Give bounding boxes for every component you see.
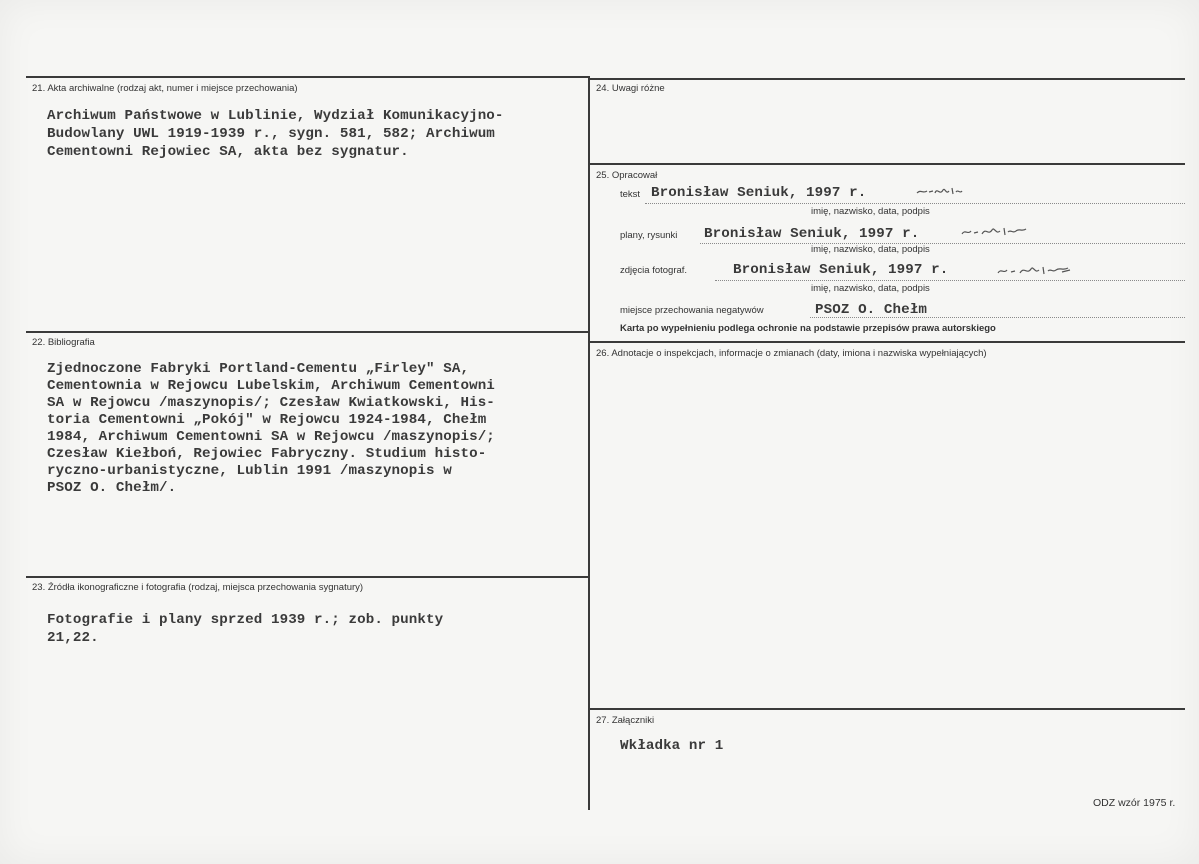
rule-26-27 (589, 708, 1185, 710)
author-plans-value: Bronisław Seniuk, 1997 r. (704, 226, 920, 242)
copyright-note: Karta po wypełnieniu podlega ochronie na podstawie przepisów prawa autorskiego (620, 323, 996, 334)
rule-22-23 (26, 576, 588, 578)
section-23-label: 23. Źródła ikonograficzne i fotografia (rodzaj, miejsca przechowania sygnatury) (32, 582, 364, 593)
section-21-line: Archiwum Państwowe w Lublinie, Wydział Komunikacyjno- (47, 108, 504, 124)
author-text-label: tekst (620, 189, 641, 200)
section-26-label: 26. Adnotacje o inspekcjach, informacje o zmianach (daty, imiona i nazwiska wypełniających) (596, 348, 987, 359)
section-24-label: 24. Uwagi różne (596, 83, 665, 94)
negatives-value: PSOZ O. Chełm (815, 302, 927, 318)
author-text-value: Bronisław Seniuk, 1997 r. (651, 185, 867, 201)
author-photos-label: zdjęcia fotograf. (620, 265, 688, 276)
section-22-line: Zjednoczone Fabryki Portland-Cementu „Firley" SA, (47, 361, 470, 377)
rule-24-25 (589, 163, 1185, 165)
rule-25-26 (589, 341, 1185, 343)
negatives-label: miejsce przechowania negatywów (620, 305, 764, 316)
center-rule (588, 76, 590, 810)
negatives-dotline (810, 317, 1185, 318)
author-text-caption: imię, nazwisko, data, podpis (811, 206, 930, 217)
top-rule-left (26, 76, 588, 78)
section-27-value: Wkładka nr 1 (620, 738, 724, 754)
section-22-label: 22. Bibliografia (32, 337, 95, 348)
section-23-line: 21,22. (47, 630, 99, 646)
section-22-line: SA w Rejowcu /maszynopis/; Czesław Kwiatkowski, His- (47, 395, 495, 411)
signature-mark (915, 184, 965, 198)
section-22-line: Czesław Kiełboń, Rejowiec Fabryczny. Studium histo- (47, 446, 487, 462)
author-plans-label: plany, rysunki (620, 230, 678, 241)
top-rule-right (589, 78, 1185, 80)
section-22-line: toria Cementowni „Pokój" w Rejowcu 1924-1984, Chełm (47, 412, 487, 428)
section-27-label: 27. Załączniki (596, 715, 655, 726)
section-22-line: PSOZ O. Chełm/. (47, 480, 177, 496)
section-22-line: ryczno-urbanistyczne, Lublin 1991 /maszynopis w (47, 463, 452, 479)
author-photos-caption: imię, nazwisko, data, podpis (811, 283, 930, 294)
section-25-label: 25. Opracował (596, 170, 658, 181)
author-photos-dotline (715, 280, 1185, 281)
signature-mark (960, 223, 1035, 239)
author-text-dotline (645, 203, 1185, 204)
form-footer: ODZ wzór 1975 r. (1093, 797, 1176, 809)
section-21-line: Budowlany UWL 1919-1939 r., sygn. 581, 582; Archiwum (47, 126, 495, 142)
author-plans-dotline (700, 243, 1185, 244)
section-21-label: 21. Akta archiwalne (rodzaj akt, numer i miejsce przechowania) (32, 83, 298, 94)
section-23-line: Fotografie i plany sprzed 1939 r.; zob. punkty (47, 612, 444, 628)
author-photos-value: Bronisław Seniuk, 1997 r. (733, 262, 949, 278)
author-plans-caption: imię, nazwisko, data, podpis (811, 244, 930, 255)
section-21-line: Cementowni Rejowiec SA, akta bez sygnatur. (47, 144, 409, 160)
section-22-line: 1984, Archiwum Cementowni SA w Rejowcu /maszynopis/; (47, 429, 495, 445)
section-22-line: Cementownia w Rejowcu Lubelskim, Archiwum Cementowni (47, 378, 495, 394)
rule-21-22 (26, 331, 588, 333)
signature-mark (996, 262, 1086, 278)
